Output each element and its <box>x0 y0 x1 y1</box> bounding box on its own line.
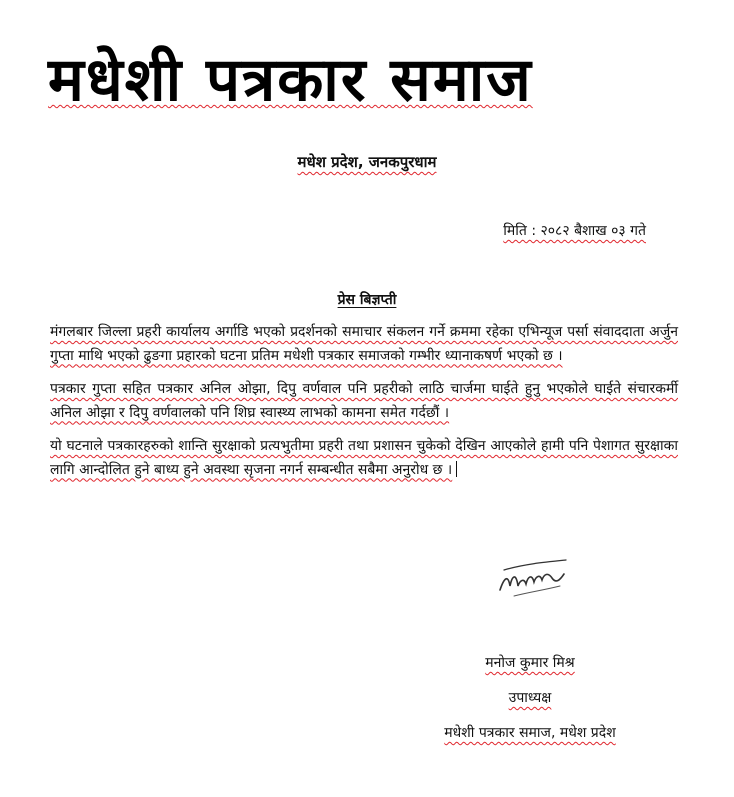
date-line: मिति : २०८२ बैशाख ०३ गते <box>503 223 646 239</box>
location-text: मधेश प्रदेश, जनकपुरधाम <box>297 153 437 171</box>
handwritten-signature <box>494 556 574 602</box>
paragraph-2: पत्रकार गुप्ता सहित पत्रकार अनिल ओझा, दिपु वर्णवाल पनि प्रहरीको लाठि चार्जमा घाईते हुनु भएकोले घाईते संचारकर्मी अनिल ओझा र दिपु वर्णवालको पनि शिघ्र स्वास्थ्य लाभको कामना समेत गर्दछौं । <box>50 381 678 421</box>
text-cursor <box>456 461 457 477</box>
signer-name: मनोज कुमार मिश्र <box>485 655 575 671</box>
signer-position: उपाध्यक्ष <box>508 690 552 706</box>
paragraph-3-wrap <box>50 435 678 482</box>
notice-title <box>0 289 734 311</box>
paragraph-1: मंगलबार जिल्ला प्रहरी कार्यालय अर्गाडि भएको प्रदर्शनको समाचार संकलन गर्ने क्रममा रहेका एभिन्यूज पर्सा संवाददाता अर्जुन गुप्ता माथि भएको ढुङगा प्रहारको घटना प्रतिम मधेशी पत्रकार समाजको गम्भीर ध्यानाकषर्ण भएको छ । <box>50 324 678 364</box>
paragraph-3: यो घटनाले पत्रकारहरुको शान्ति सुरक्षाको प्रत्यभुतीमा प्रहरी तथा प्रशासन चुकेको देखिन आएकोले हामी पनि पेशागत सुरक्षाका लागि आन्दोलित हुने बाध्य हुने अवस्था सृजना नगर्न सम्बन्धीत सबैमा अनुरोध छ । <box>50 438 678 478</box>
organization-location <box>0 150 734 174</box>
signer-block <box>400 646 660 751</box>
organization-title: मधेशी पत्रकार समाज <box>48 45 533 115</box>
signer-organization: मधेशी पत्रकार समाज, मधेश प्रदेश <box>444 725 616 741</box>
notice-body[interactable] <box>50 321 678 492</box>
notice-title-text: प्रेस बिज्ञप्ती <box>337 292 397 308</box>
